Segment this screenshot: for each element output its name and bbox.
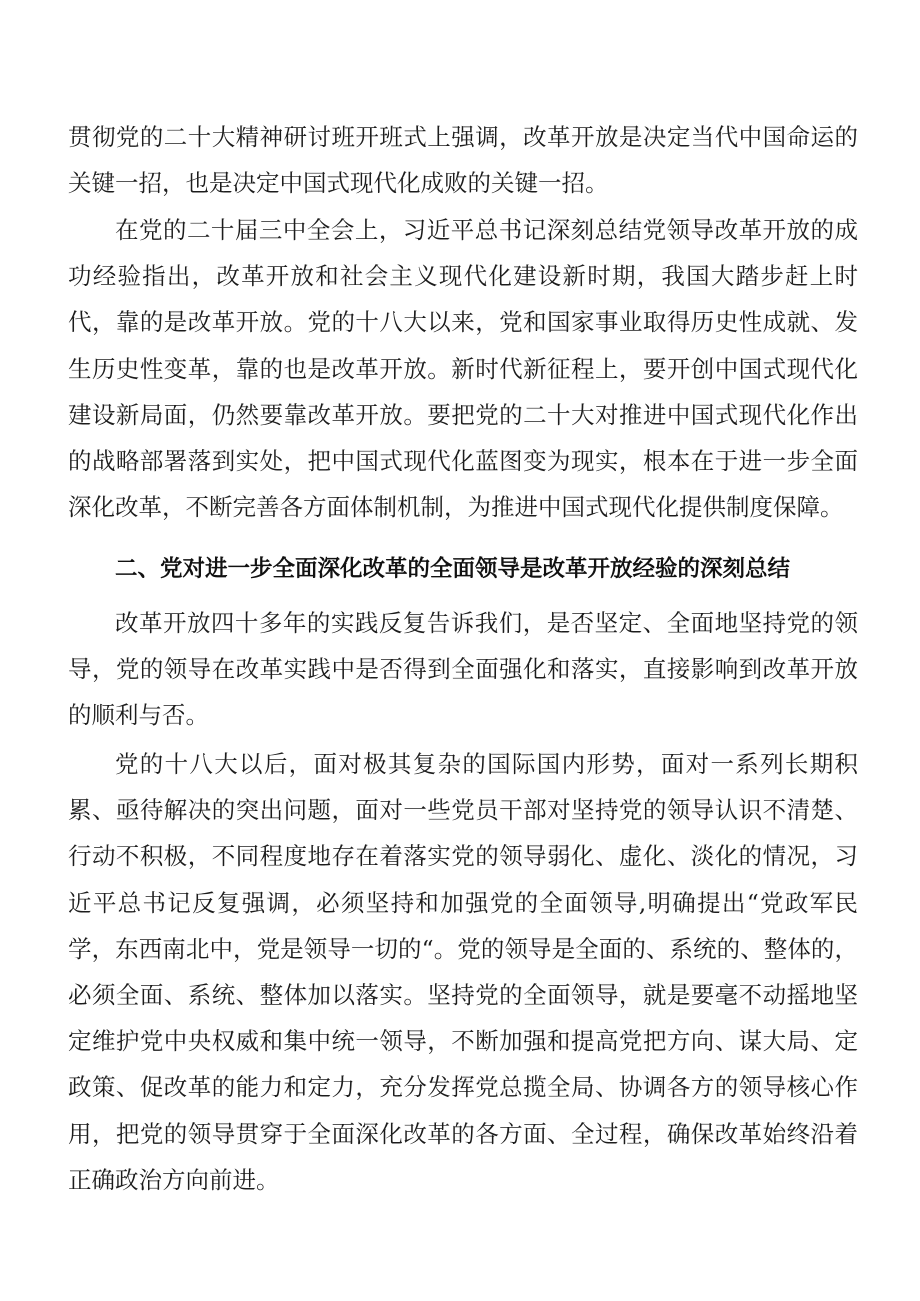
section-heading: 二、党对进一步全面深化改革的全面领导是改革开放经验的深刻总结 — [115, 556, 791, 582]
paragraph-intro-continued: 贯彻党的二十大精神研讨班开班式上强调，改革开放是决定当代中国命运的关键一招，也是决定中国式现代化成败的关键一招。 — [68, 123, 858, 198]
paragraph-forty-years: 改革开放四十多年的实践反复告诉我们，是否坚定、全面地坚持党的领导，党的领导在改革实践中是否得到全面强化和落实，直接影响到改革开放的顺利与否。 — [68, 609, 858, 730]
paragraph-third-plenum: 在党的二十届三中全会上，习近平总书记深刻总结党领导改革开放的成功经验指出，改革开放和社会主义现代化建设新时期，我国大踏步赶上时代，靠的是改革开放。党的十八大以来，党和国家事业取得历史性成就、发生历史性变革，靠的也是改革开放。新时代新征程上，要开创中国式现代化建设新局面，仍然要靠改革开放。要把党的二十大对推进中国式现代化作出的战略部署落到实处，把中国式现代化蓝图变为现实，根本在于进一步全面深化改革，不断完善各方面体制机制，为推进中国式现代化提供制度保障。 — [68, 216, 858, 522]
paragraph-eighteenth-congress: 党的十八大以后，面对极其复杂的国际国内形势，面对一系列长期积累、亟待解决的突出问题，面对一些党员干部对坚持党的领导认识不清楚、行动不积极，不同程度地存在着落实党的领导弱化、虚化、淡化的情况，习近平总书记反复强调，必须坚持和加强党的全面领导,明确提出“党政军民学，东西南北中，党是领导一切的“。党的领导是全面的、系统的、整体的，必须全面、系统、整体加以落实。坚持党的全面领导，就是要毫不动摇地坚定维护党中央权威和集中统一领导，不断加强和提高党把方向、谋大局、定政策、促改革的能力和定力，充分发挥党总揽全局、协调各方的领导核心作用，把党的领导贯穿于全面深化改革的各方面、全过程，确保改革始终沿着正确政治方向前进。 — [68, 750, 858, 1194]
